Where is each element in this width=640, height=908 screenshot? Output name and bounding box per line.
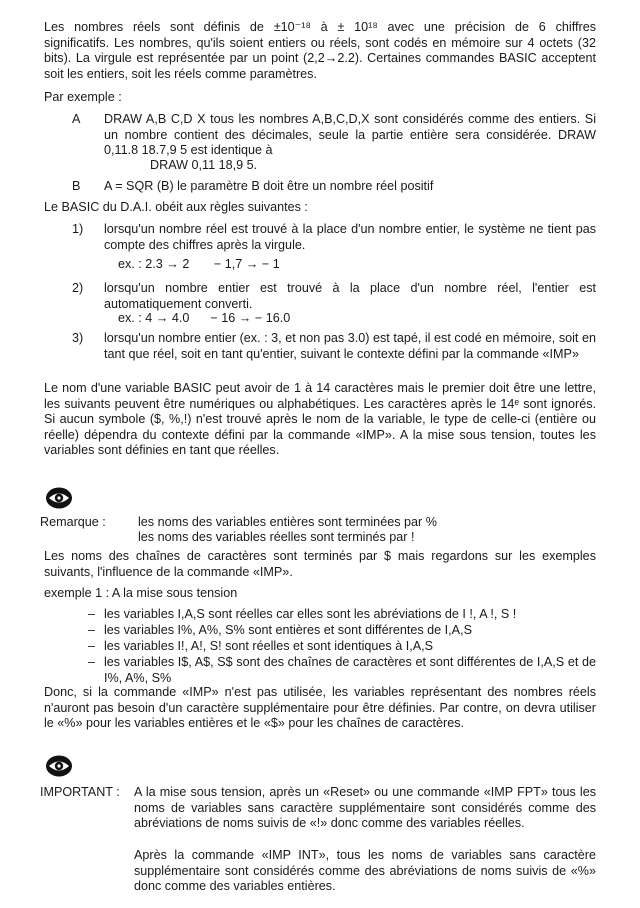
rule-3-text: lorsqu'un nombre entier (ex. : 3, et non pas 3.0) est tapé, il est codé en mémoire, soit en tant que réel, soit en tant qu'entier, suivant le contexte défini par la commande «IMP»: [104, 331, 596, 361]
rule-2-example: ex. : 4 → 4.0 − 16 → − 16.0: [118, 311, 291, 325]
example-1-item: les variables I!, A!, S! sont réelles et sont identiques à I,A,S: [104, 639, 434, 653]
remark-line-2: les noms des variables réelles sont terminés par !: [138, 530, 415, 544]
example-1-item: [104, 655, 596, 686]
important-label: IMPORTANT :: [40, 785, 120, 799]
example-a-letter: A: [72, 112, 81, 126]
dash-4: –: [88, 655, 96, 669]
intro-line-1: Les nombres réels sont définis de ±10⁻¹⁸ à ± 10¹⁸ avec une précision de 6 chiffres: [44, 20, 596, 34]
dash-1: –: [88, 607, 96, 621]
example-1-item-4-text: les variables I$, A$, S$ sont des chaînes de caractères et sont différentes de I,A,S et de I%, A%, S%: [104, 655, 596, 685]
example-b-letter: B: [72, 179, 81, 193]
important-paragraph-2: Après la commande «IMP INT», tous les noms de variables sans caractère supplémentaire sont considérés comme des abréviations de noms suivis de «%» donc comme des variables entières.: [134, 848, 596, 894]
rule-2-number: 2): [72, 281, 84, 295]
important-paragraph-1: A la mise sous tension, après un «Reset» ou une commande «IMP FPT» tous les noms de variables sans caractère supplémentaire sont considérés comme des abréviations de noms suivis de «!» donc comme des variables réelles.: [134, 785, 596, 831]
eye-icon: [44, 754, 74, 778]
intro-paragraph: [44, 20, 596, 82]
rule-2-text: lorsqu'un nombre entier est trouvé à la place d'un nombre réel, l'entier est automatiquement converti.: [104, 281, 596, 311]
example-1-item: les variables I%, A%, S% sont entières et sont différentes de I,A,S: [104, 623, 472, 637]
dash-3: –: [88, 639, 96, 653]
example-b-text: A = SQR (B) le paramètre B doit être un nombre réel positif: [104, 179, 434, 193]
example-1-label: exemple 1 : A la mise sous tension: [44, 586, 238, 600]
rule-1-text: lorsqu'un nombre réel est trouvé à la place d'un nombre entier, le système ne tient pas compte des chiffres après la virgule.: [104, 222, 596, 252]
remark-line-1: les noms des variables entières sont terminées par %: [138, 515, 437, 529]
example-1-item: les variables I,A,S sont réelles car elles sont les abréviations de I !, A !, S !: [104, 607, 517, 621]
example-a-text: DRAW A,B C,D X tous les nombres A,B,C,D,X sont considérés comme des entiers. Si un nombre contient des décimales, seule la partie entière sera considérée. DRAW 0,11.8 18.7,9 5 est identique à: [104, 112, 596, 158]
remark-label: Remarque :: [40, 515, 106, 529]
rule-1-number: 1): [72, 222, 84, 236]
intro-rest: significatifs. Les nombres, qu'ils soient entiers ou réels, sont codés en mémoire sur 4 octets (32 bits). La virgule est représentée par un point (2,2→2.2). Certaines commandes BASIC acceptent soit les entiers, soit les réels comme paramètres.: [44, 35, 596, 81]
example-label: Par exemple :: [44, 90, 122, 104]
dash-2: –: [88, 623, 96, 637]
rule-1-example: ex. : 2.3 → 2 − 1,7 → − 1: [118, 257, 280, 271]
eye-icon: [44, 486, 74, 510]
example-a-code: DRAW 0,11 18,9 5.: [150, 158, 258, 172]
rule-3-number: 3): [72, 331, 84, 345]
rules-label: Le BASIC du D.A.I. obéit aux règles suivantes :: [44, 200, 308, 214]
donc-paragraph: Donc, si la commande «IMP» n'est pas utilisée, les variables représentant des nombres réels n'auront pas besoin d'un caractère supplémentaire pour être définies. Par contre, on devra utiliser le «%» pour les variables entières et le «$» pour les chaînes de caractères.: [44, 685, 596, 731]
strings-paragraph: Les noms des chaînes de caractères sont terminés par $ mais regardons sur les exemples suivants, l'influence de la commande «IMP».: [44, 549, 596, 579]
variable-names-paragraph: Le nom d'une variable BASIC peut avoir de 1 à 14 caractères mais le premier doit être une lettre, les suivants peuvent être numériques ou alphabétiques. Les caractères après le 14ᵉ sont ignorés. Si aucun symbole ($, %,!) n'est trouvé après le nom de la variable, le type de celle-ci (entière ou réelle) dépendra du contexte défini par la commande «IMP». A la mise sous tension, toutes les variables sont définies en tant que réelles.: [44, 381, 596, 458]
